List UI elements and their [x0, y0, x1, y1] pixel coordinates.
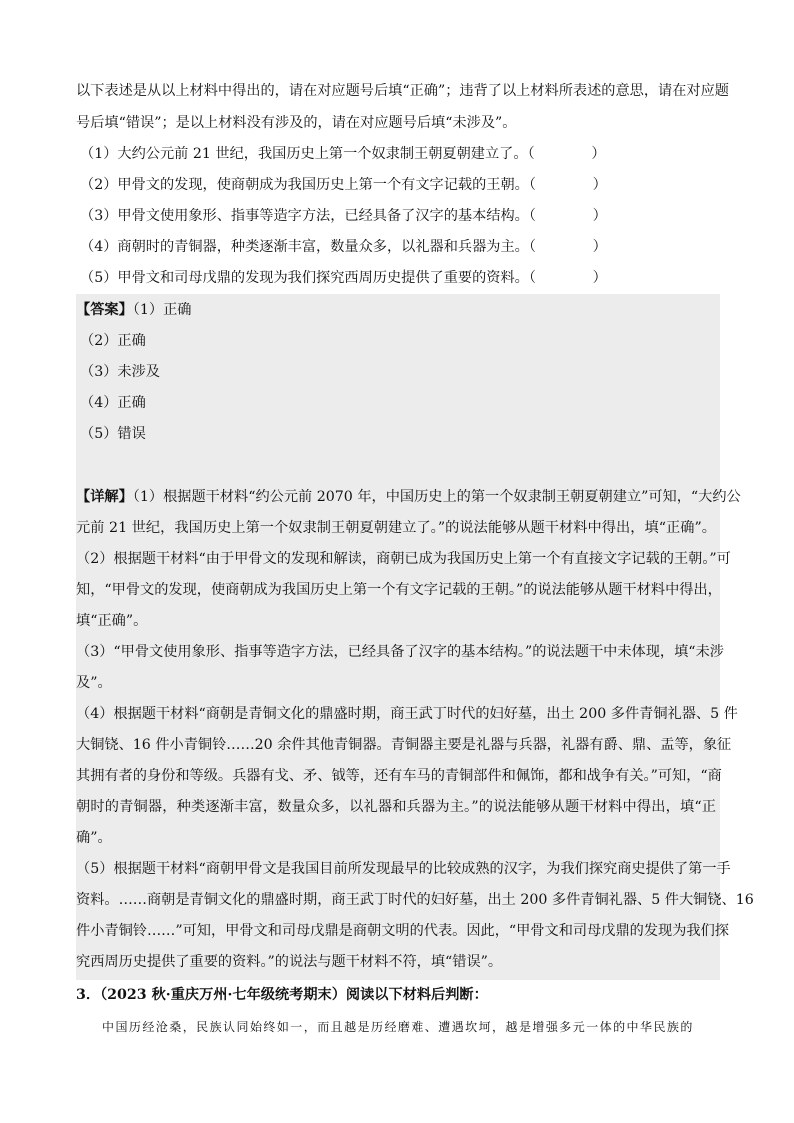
question-5: （5）甲骨文和司母戊鼎的发现为我们探究西周历史提供了重要的资料。（ ） — [80, 270, 607, 286]
detail-line-1 — [76, 486, 741, 508]
answer-item-2: （2）正确 — [80, 333, 146, 349]
question-3: （3）甲骨文使用象形、指事等造字方法，已经具备了汉字的基本结构。（ ） — [80, 208, 607, 224]
answer-item-3: （3）未涉及 — [80, 364, 160, 380]
answer-label: 【答案】 — [76, 302, 133, 318]
detail-text-1: （1）根据题干材料“约公元前 2070 年，中国历史上的第一个奴隶制王朝夏朝建立”可知，“大约公 — [132, 489, 741, 505]
detail-line-11: 朝时的青铜器，种类逐渐丰富，数量众多，以礼器和兵器为主。”的说法能够从题干材料中得出，填“正 — [76, 799, 716, 815]
detail-line-5: 填“正确”。 — [76, 613, 148, 629]
answer-item-5: （5）错误 — [80, 426, 146, 442]
detail-line-9: 大铜铙、16 件小青铜铃……20 余件其他青铜器。青铜器主要是礼器与兵器，礼器有爵、鼎、盂等，象征 — [76, 737, 732, 753]
next-question-title: 3．（2023 秋·重庆万州·七年级统考期末）阅读以下材料后判断： — [76, 987, 488, 1003]
detail-line-8: （4）根据题干材料“商朝是青铜文化的鼎盛时期，商王武丁时代的妇好墓，出土 200 多件青铜礼器、5 件 — [76, 706, 738, 722]
answer-item-1: （1）正确 — [132, 302, 192, 318]
answer-item-4: （4）正确 — [80, 395, 146, 411]
detail-line-7: 及”。 — [76, 675, 112, 691]
detail-line-16: 究西周历史提供了重要的资料。”的说法与题干材料不符，填“错误”。 — [76, 954, 503, 970]
detail-line-13: （5）根据题干材料“商朝甲骨文是我国目前所发现最早的比较成熟的汉字，为我们探究商史提供了第一手 — [76, 861, 731, 877]
instruction-line-2: 号后填“错误”；是以上材料没有涉及的，请在对应题号后填“未涉及”。 — [76, 115, 517, 131]
answer-row-1 — [76, 299, 191, 321]
detail-line-6: （3）“甲骨文使用象形、指事等造字方法，已经具备了汉字的基本结构。”的说法题干中未体现，填“未涉 — [76, 644, 724, 660]
next-question-body: 中国历经沧桑，民族认同始终如一，而且越是历经磨难、遭遇坎坷，越是增强多元一体的中华民族的 — [102, 1020, 694, 1034]
instruction-line-1: 以下表述是从以上材料中得出的，请在对应题号后填“正确”；违背了以上材料所表述的意思，请在对应题 — [76, 83, 729, 99]
question-2: （2）甲骨文的发现，使商朝成为我国历史上第一个有文字记载的王朝。（ ） — [80, 177, 607, 193]
question-1: （1）大约公元前 21 世纪，我国历史上第一个奴隶制王朝夏朝建立了。（ ） — [80, 146, 606, 162]
detail-line-15: 件小青铜铃……”可知，甲骨文和司母戊鼎是商朝文明的代表。因此，“甲骨文和司母戊鼎的发现为我们探 — [76, 923, 729, 939]
detail-line-14: 资料。……商朝是青铜文化的鼎盛时期，商王武丁时代的妇好墓，出土 200 多件青铜礼器、5 件大铜铙、16 — [76, 892, 754, 908]
detail-label: 【详解】 — [76, 489, 133, 505]
detail-line-4: 知，“甲骨文的发现，使商朝成为我国历史上第一个有文字记载的王朝。”的说法能够从题干材料中得出， — [76, 582, 722, 598]
question-4: （4）商朝时的青铜器，种类逐渐丰富，数量众多，以礼器和兵器为主。（ ） — [80, 239, 607, 255]
detail-line-3: （2）根据题干材料“由于甲骨文的发现和解读，商朝已成为我国历史上第一个有直接文字记载的王朝。”可 — [76, 551, 731, 567]
detail-line-12: 确”。 — [76, 830, 112, 846]
detail-line-2: 元前 21 世纪，我国历史上第一个奴隶制王朝夏朝建立了。”的说法能够从题干材料中得出，填“正确”。 — [76, 520, 716, 536]
detail-line-10: 其拥有者的身份和等级。兵器有戈、矛、钺等，还有车马的青铜部件和佩饰，都和战争有关。”可知，“商 — [76, 768, 722, 784]
